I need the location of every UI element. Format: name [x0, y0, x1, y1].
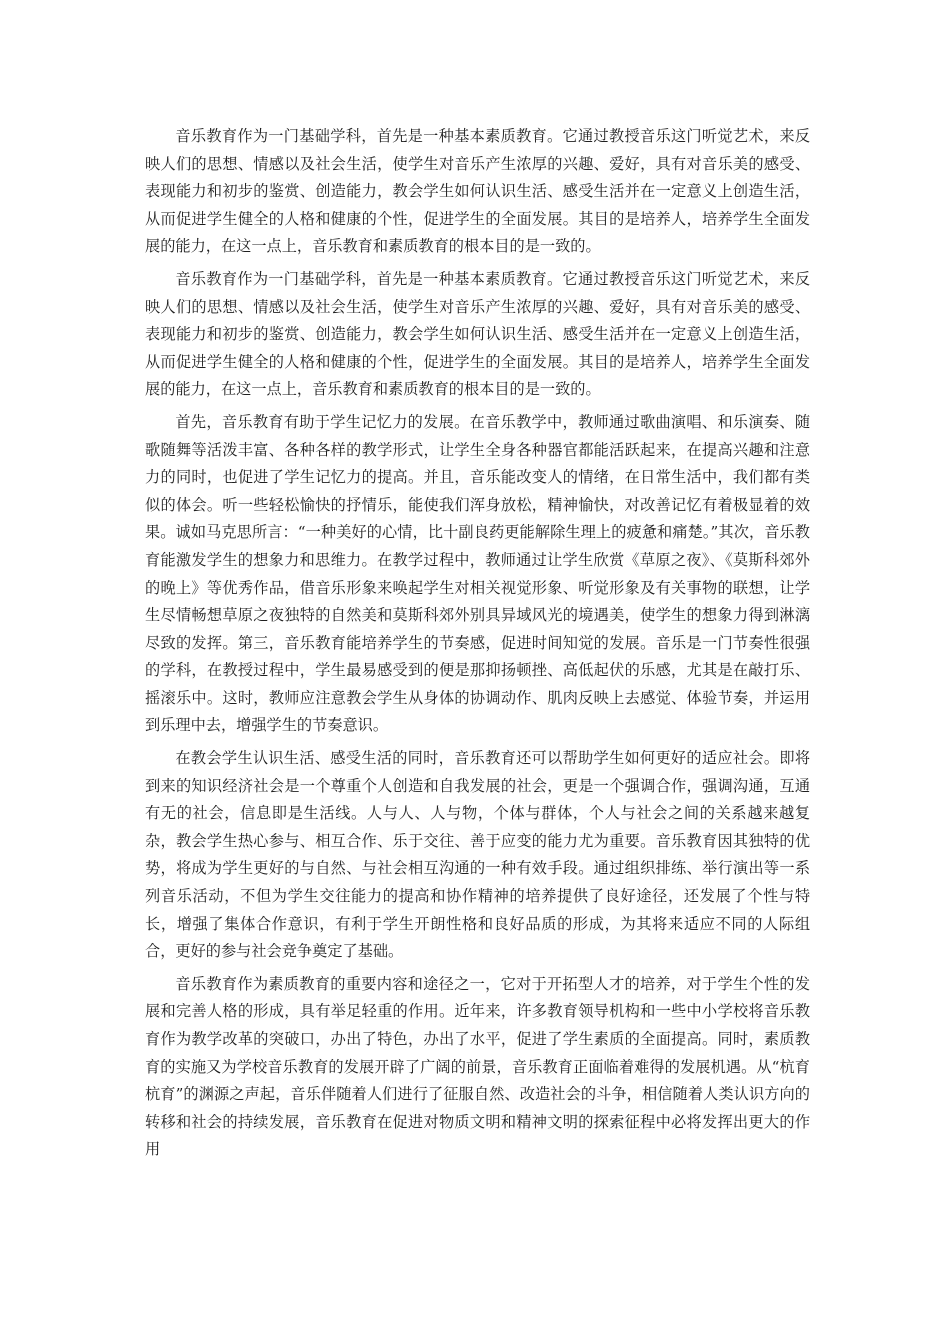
- paragraph-5: 音乐教育作为素质教育的重要内容和途径之一，它对于开拓型人才的培养，对于学生个性的发展和完善人格的形成，具有举足轻重的作用。近年来，许多教育领导机构和一些中小学校将音乐教育作为教学改革的突破口，办出了特色，办出了水平，促进了学生素质的全面提高。同时，素质教育的实施又为学校音乐教育的发展开辟了广阔的前景，音乐教育正面临着难得的发展机遇。从“杭育杭育”的渊源之声起，音乐伴随着人们进行了征服自然、改造社会的斗争，相信随着人类认识方向的转移和社会的持续发展，音乐教育在促进对物质文明和精神文明的探索征程中必将发挥出更大的作用: [145, 974, 810, 1159]
- document-body: [145, 123, 810, 1169]
- paragraph-1: 音乐教育作为一门基础学科，首先是一种基本素质教育。它通过教授音乐这门听觉艺术，来反映人们的思想、情感以及社会生活，使学生对音乐产生浓厚的兴趣、爱好，具有对音乐美的感受、表现能力和初步的鉴赏、创造能力，教会学生如何认识生活、感受生活并在一定意义上创造生活，从而促进学生健全的人格和健康的个性，促进学生的全面发展。其目的是培养人，培养学生全面发展的能力，在这一点上，音乐教育和素质教育的根本目的是一致的。: [145, 127, 810, 256]
- paragraph-3: 首先，音乐教育有助于学生记忆力的发展。在音乐教学中，教师通过歌曲演唱、和乐演奏、随歌随舞等活泼丰富、各种各样的教学形式，让学生全身各种器官都能活跃起来，在提高兴趣和注意力的同时，也促进了学生记忆力的提高。并且，音乐能改变人的情绪，在日常生活中，我们都有类似的体会。听一些轻松愉快的抒情乐，能使我们浑身放松，精神愉快，对改善记忆有着极显着的效果。诚如马克思所言：“一种美好的心情，比十副良药更能解除生理上的疲惫和痛楚。”其次，音乐教育能激发学生的想象力和思维力。在教学过程中，教师通过让学生欣赏《草原之夜》、《莫斯科郊外的晚上》等优秀作品，借音乐形象来唤起学生对相关视觉形象、听觉形象及有关事物的联想，让学生尽情畅想草原之夜独特的自然美和莫斯科郊外别具异域风光的境遇美，使学生的想象力得到淋漓尽致的发挥。第三，音乐教育能培养学生的节奏感，促进时间知觉的发展。音乐是一门节奏性很强的学科，在教授过程中，学生最易感受到的便是那抑扬顿挫、高低起伏的乐感，尤其是在敲打乐、摇滚乐中。这时，教师应注意教会学生从身体的协调动作、肌肉反映上去感觉、体验节奏，并运用到乐理中去，增强学生的节奏意识。: [145, 412, 810, 735]
- paragraph-2: 音乐教育作为一门基础学科，首先是一种基本素质教育。它通过教授音乐这门听觉艺术，来反映人们的思想、情感以及社会生活，使学生对音乐产生浓厚的兴趣、爱好，具有对音乐美的感受、表现能力和初步的鉴赏、创造能力，教会学生如何认识生活、感受生活并在一定意义上创造生活，从而促进学生健全的人格和健康的个性，促进学生的全面发展。其目的是培养人，培养学生全面发展的能力，在这一点上，音乐教育和素质教育的根本目的是一致的。: [145, 269, 810, 399]
- paragraph-4: 在教会学生认识生活、感受生活的同时，音乐教育还可以帮助学生如何更好的适应社会。即将到来的知识经济社会是一个尊重个人创造和自我发展的社会，更是一个强调合作，强调沟通，互通有无的社会，信息即是生活线。人与人、人与物，个体与群体，个人与社会之间的关系越来越复杂，教会学生热心参与、相互合作、乐于交往、善于应变的能力尤为重要。音乐教育因其独特的优势，将成为学生更好的与自然、与社会相互沟通的一种有效手段。通过组织排练、举行演出等一系列音乐活动，不但为学生交往能力的提高和协作精神的培养提供了良好途径，还发展了个性与特长，增强了集体合作意识，有利于学生开朗性格和良好品质的形成，为其将来适应不同的人际组合，更好的参与社会竞争奠定了基础。: [145, 749, 810, 961]
